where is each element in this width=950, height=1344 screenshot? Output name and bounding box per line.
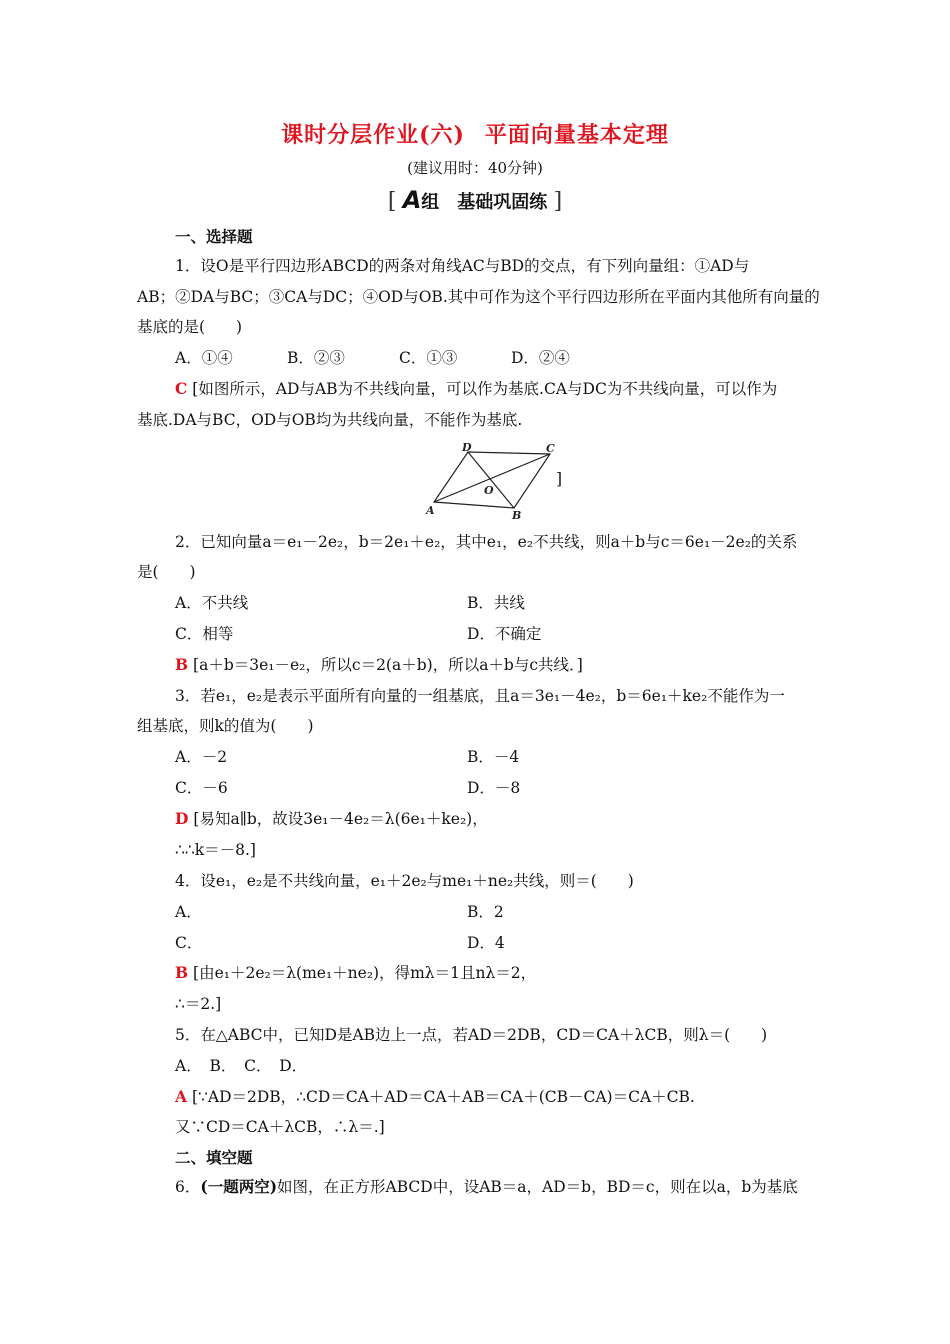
q3-solution-line2: ∴∴k＝－8.] (175, 841, 256, 859)
q3-stem-line1: 3．若e₁，e₂是表示平面所有向量的一组基底，且a＝3e₁－4e₂，b＝6e₁＋ke₂不能作为一 (175, 687, 785, 705)
q1-solution-line2: 基底.DA与BC，OD与OB均为共线向量，不能作为基底. (137, 411, 523, 429)
q1-option-d: D．②④ (511, 349, 570, 367)
q3-option-a: A．－2 (175, 748, 228, 766)
group-label: 组 基础巩固练 (421, 192, 548, 213)
q2-options-row1 (175, 593, 855, 613)
parallelogram-outline (434, 452, 550, 508)
bracket-close: ] (553, 189, 563, 214)
q4-solution-line2: ∴＝2.] (175, 995, 222, 1013)
bracket-open: [ (387, 189, 397, 214)
q1-solution-line1 (175, 379, 855, 399)
q6-stem-line1 (175, 1177, 855, 1197)
q2-solution-text: [a＋b＝3e₁－e₂，所以c＝2(a＋b)，所以a＋b与c共线．] (193, 656, 583, 674)
page-title (0, 118, 950, 149)
q2-option-c: C．相等 (175, 625, 234, 643)
q2-options-row2 (175, 624, 855, 644)
q3-stem-line2: 组基底，则k的值为( ) (137, 717, 314, 735)
q2-option-b: B．共线 (467, 594, 525, 612)
q1-answer: C (175, 379, 188, 398)
q3-option-d: D．－8 (467, 779, 521, 797)
q2-stem-line2: 是( ) (137, 563, 196, 581)
q3-option-b: B．－4 (467, 748, 520, 766)
q1-option-b: B．②③ (287, 349, 345, 367)
q4-option-c: C． (175, 934, 203, 952)
q1-stem-line1: 1．设O是平行四边形ABCD的两条对角线AC与BD的交点，有下列向量组：①AD与 (175, 257, 750, 275)
q1-options (175, 348, 855, 368)
q5-solution-text1: [∵AD＝2DB，∴CD＝CA＋AD＝CA＋AB＝CA＋(CB－CA)＝CA＋CB. (191, 1088, 695, 1106)
label-c: C (546, 442, 555, 455)
q4-solution-line1 (175, 963, 855, 983)
title-topic: 平面向量基本定理 (484, 122, 669, 148)
q2-stem-line1: 2．已知向量a＝e₁－2e₂，b＝2e₁＋e₂，其中e₁，e₂不共线，则a＋b与c＝6e₁－2e₂的关系 (175, 533, 798, 551)
q5-stem: 5．在△ABC中，已知D是AB边上一点，若AD＝2DB，CD＝CA＋λCB，则λ＝( ) (175, 1026, 768, 1044)
q6-text: 如图，在正方形ABCD中，设AB＝a，AD＝b，BD＝c，则在以a，b为基底 (277, 1178, 798, 1196)
q4-option-a: A． (175, 903, 202, 921)
q3-options-row1 (175, 747, 855, 767)
suggested-time: (建议用时：40分钟) (407, 159, 543, 177)
section-heading-fill: 二、填空题 (175, 1148, 253, 1167)
label-d: D (462, 442, 472, 454)
q2-answer: B (175, 655, 189, 674)
q4-options-row1 (175, 902, 855, 922)
label-b: B (512, 509, 522, 520)
q1-option-a: A．①④ (175, 349, 233, 367)
q4-solution-text1: [由e₁＋2e₂＝λ(me₁＋ne₂)，得mλ＝1且nλ＝2， (193, 964, 537, 982)
q5-solution-line2: 又∵CD＝CA＋λCB，∴λ＝.] (175, 1118, 385, 1136)
label-o: O (484, 484, 494, 497)
q5-solution-line1 (175, 1087, 855, 1107)
q4-options-row2 (175, 933, 855, 953)
q3-solution-text1: [易知a∥b，故设3e₁－4e₂＝λ(6e₁＋ke₂)， (193, 810, 488, 828)
q3-options-row2 (175, 778, 855, 798)
q2-option-a: A．不共线 (175, 594, 249, 612)
q3-answer: D (175, 809, 189, 828)
q3-option-c: C．－6 (175, 779, 228, 797)
q2-solution (175, 655, 855, 675)
q1-stem-line2: AB；②DA与BC；③CA与DC；④OD与OB.其中可作为这个平行四边形所在平面内其他所有向量的 (137, 288, 820, 306)
q4-stem: 4．设e₁，e₂是不共线向量，e₁＋2e₂与me₁＋ne₂共线，则＝( ) (175, 872, 634, 890)
q1-option-c: C．①③ (399, 349, 458, 367)
q1-solution-text1: [如图所示，AD与AB为不共线向量，可以作为基底.CA与DC为不共线向量，可以作为 (192, 380, 778, 398)
group-heading (0, 186, 950, 214)
q6-tag: (一题两空) (200, 1177, 278, 1196)
q5-answer: A (175, 1087, 188, 1106)
group-letter: A (402, 186, 422, 214)
title-main: 课时分层作业(六) (281, 122, 465, 148)
q2-option-d: D．不确定 (467, 625, 542, 643)
diagonal-bd (468, 452, 514, 508)
q1-solution-end: ] (556, 470, 563, 488)
q3-solution-line1 (175, 809, 855, 829)
q4-option-b: B．2 (467, 903, 504, 921)
section-heading-choice: 一、选择题 (175, 227, 253, 246)
q1-stem-line3: 基底的是( ) (137, 318, 243, 336)
q6-number: 6． (175, 1178, 201, 1196)
q4-answer: B (175, 963, 189, 982)
q5-options: A． B． C． D． (175, 1057, 308, 1075)
q4-option-d: D．4 (467, 934, 505, 952)
label-a: A (426, 504, 435, 517)
